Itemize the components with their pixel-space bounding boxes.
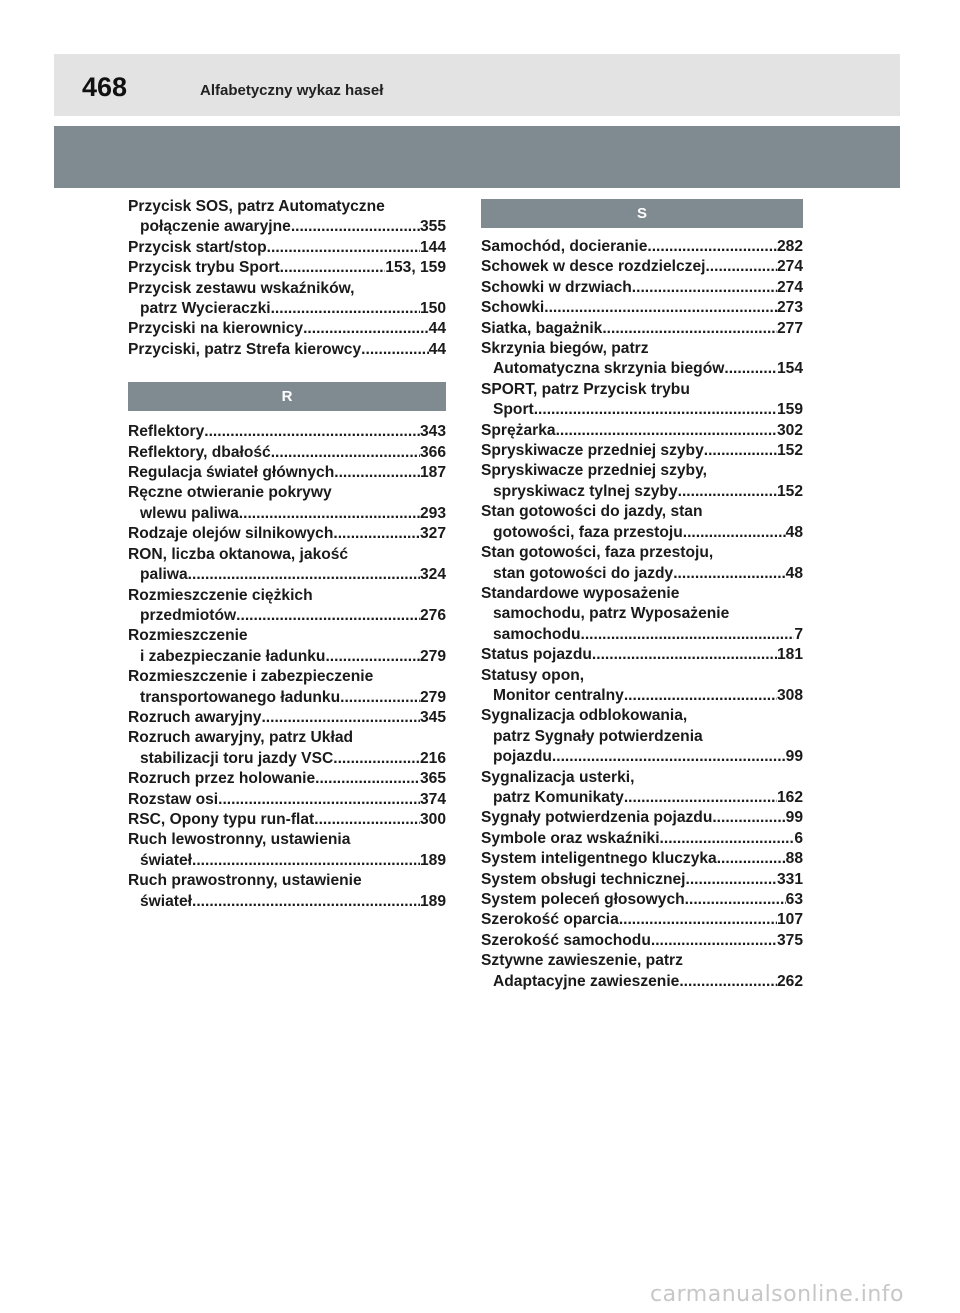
dot-leader: [333, 524, 420, 544]
entry-list-r: [128, 422, 446, 912]
index-entry-text: Sygnały potwierdzenia pojazdu: [481, 809, 713, 827]
index-entry-text: świateł: [140, 851, 193, 869]
dot-leader: [660, 829, 795, 849]
section-header-r: R: [128, 382, 446, 411]
page-reference: 152: [776, 482, 803, 500]
index-entry-text: Sport: [493, 401, 534, 419]
index-entry-text: połączenie awaryjne: [140, 218, 291, 236]
index-entry-text: Rozruch awaryjny, patrz Układ: [128, 729, 354, 747]
index-entry-text: Ruch lewostronny, ustawienia: [128, 831, 351, 849]
page-reference: 99: [785, 809, 803, 827]
index-entry-text: RON, liczba oktanowa, jakość: [128, 545, 349, 563]
dot-leader: [303, 319, 429, 339]
index-entry-text: Ruch prawostronny, ustawienie: [128, 872, 362, 890]
index-entry-text: SPORT, patrz Przycisk trybu: [481, 380, 690, 398]
index-entry-text: Schowki w drzwiach: [481, 278, 632, 296]
index-entry: [128, 279, 446, 320]
index-entry-line: [128, 749, 446, 769]
index-entry: [128, 545, 446, 586]
page-reference: 276: [419, 606, 446, 624]
index-entry-line: [481, 523, 803, 543]
page-reference: 144: [419, 238, 446, 256]
index-entry-line: [481, 564, 803, 584]
index-entry-line: [128, 258, 446, 278]
page-reference: 302: [776, 421, 803, 439]
index-entry-text: gotowości, faza przestoju: [493, 523, 683, 541]
index-entry-line: [128, 830, 446, 850]
page-reference: 324: [419, 566, 446, 584]
index-entry-line: [481, 931, 803, 951]
index-entry: [128, 463, 446, 483]
index-entry-line: [481, 747, 803, 767]
index-entry: [481, 441, 803, 461]
dot-leader: [239, 504, 420, 524]
page-reference: 187: [419, 464, 446, 482]
index-entry: [481, 584, 803, 645]
page-reference: 189: [419, 851, 446, 869]
dot-leader: [314, 810, 420, 830]
index-entry: [481, 461, 803, 502]
index-entry: [128, 830, 446, 871]
index-entry-line: [481, 441, 803, 461]
dot-leader: [280, 258, 386, 278]
page-reference: 48: [785, 564, 803, 582]
dot-leader: [632, 278, 777, 298]
dot-leader: [685, 890, 786, 910]
index-entry: [128, 319, 446, 339]
dot-leader: [261, 708, 420, 728]
index-entry-line: [481, 951, 803, 971]
page-reference: 345: [419, 708, 446, 726]
page-reference: 308: [776, 686, 803, 704]
dot-leader: [651, 931, 777, 951]
page-reference: 159: [776, 401, 803, 419]
index-entry-text: Statusy opon,: [481, 666, 585, 684]
index-entry-text: Stan gotowości, faza przestoju,: [481, 544, 714, 562]
index-entry: [128, 483, 446, 524]
index-entry-text: System inteligentnego kluczyka: [481, 850, 717, 868]
index-column-left: [128, 197, 446, 912]
index-entry-line: [481, 870, 803, 890]
index-entry-line: [128, 769, 446, 789]
index-entry-text: Spryskiwacze przedniej szyby: [481, 442, 704, 460]
index-entry-line: [128, 892, 446, 912]
index-entry-text: Schowki: [481, 299, 545, 317]
dot-leader: [325, 647, 420, 667]
page-reference: 355: [419, 218, 446, 236]
index-entry-text: Przycisk zestawu wskaźników,: [128, 279, 355, 297]
index-entry-line: [128, 606, 446, 626]
index-entry-line: [128, 463, 446, 483]
page-reference: 327: [419, 525, 446, 543]
index-entry-line: [128, 708, 446, 728]
index-entry: [481, 319, 803, 339]
dot-leader: [724, 359, 777, 379]
index-entry-text: i zabezpieczanie ładunku: [140, 647, 326, 665]
index-entry-text: patrz Sygnały potwierdzenia: [493, 727, 703, 745]
index-entry-line: [481, 604, 803, 624]
index-entry-text: stan gotowości do jazdy: [493, 564, 674, 582]
section-header-s: S: [481, 199, 803, 228]
page-reference: 6: [794, 829, 803, 847]
index-entry-text: Rozmieszczenie ciężkich: [128, 586, 313, 604]
index-entry-line: [481, 584, 803, 604]
index-entry-line: [128, 483, 446, 503]
dot-leader: [686, 870, 777, 890]
page-reference: 44: [428, 320, 446, 338]
index-entry-text: Sygnalizacja usterki,: [481, 768, 635, 786]
index-entry-text: Ręczne otwieranie pokrywy: [128, 484, 332, 502]
index-entry-line: [128, 851, 446, 871]
index-entry-text: spryskiwacz tylnej szyby: [493, 482, 678, 500]
index-entry-line: [481, 788, 803, 808]
dot-leader: [192, 892, 420, 912]
index-entry-line: [128, 443, 446, 463]
index-entry-text: RSC, Opony typu run-flat: [128, 810, 315, 828]
header-bar: [54, 54, 900, 116]
dot-leader: [218, 790, 420, 810]
index-entry-line: [128, 319, 446, 339]
index-entry: [128, 238, 446, 258]
dot-leader: [361, 340, 428, 360]
index-entry-line: [128, 217, 446, 237]
index-entry-text: System poleceń głosowych: [481, 891, 685, 908]
dot-leader: [334, 463, 420, 483]
index-entry-text: Rozmieszczenie i zabezpieczenie: [128, 668, 374, 686]
page-reference: 44: [428, 340, 446, 358]
index-entry-line: [481, 257, 803, 277]
page-reference: 365: [419, 770, 446, 788]
index-entry-text: samochodu, patrz Wyposażenie: [493, 605, 730, 623]
index-entry-text: Automatyczna skrzynia biegów: [493, 360, 725, 378]
page-reference: 374: [419, 790, 446, 808]
dot-leader: [624, 788, 777, 808]
index-entry-line: [481, 768, 803, 788]
index-entry: [481, 645, 803, 665]
index-entry: [481, 666, 803, 707]
page-reference: 331: [776, 870, 803, 888]
dot-leader: [271, 299, 420, 319]
index-entry: [128, 708, 446, 728]
index-entry-line: [481, 502, 803, 522]
index-entry-text: Rozstaw osi: [128, 790, 219, 808]
index-entry: [128, 524, 446, 544]
index-entry-text: Rozmieszczenie: [128, 627, 248, 645]
index-entry-line: [481, 380, 803, 400]
index-entry-text: przedmiotów: [140, 606, 237, 624]
index-entry-line: [128, 565, 446, 585]
index-entry-line: [128, 667, 446, 687]
page-reference: 279: [419, 688, 446, 706]
index-entry-text: transportowanego ładunku: [140, 688, 341, 706]
index-entry: [481, 543, 803, 584]
index-entry: [128, 258, 446, 278]
page-number: 468: [82, 72, 128, 102]
index-entry-text: Schowek w desce rozdzielczej: [481, 258, 706, 276]
entry-list-top: [128, 197, 446, 360]
page-reference: 277: [776, 319, 803, 337]
page-reference: 154: [776, 360, 803, 378]
index-entry: [481, 890, 803, 910]
index-entry-text: Symbole oraz wskaźniki: [481, 829, 660, 847]
index-column-right: [481, 199, 803, 992]
index-entry-line: [481, 421, 803, 441]
index-entry-line: [481, 666, 803, 686]
index-entry-line: [481, 339, 803, 359]
entry-list-s: [481, 237, 803, 992]
index-entry: [481, 808, 803, 828]
dot-leader: [647, 237, 777, 257]
index-entry-line: [481, 829, 803, 849]
dot-leader: [192, 851, 420, 871]
decorative-band: [54, 126, 900, 188]
index-entry-line: [128, 524, 446, 544]
index-entry-text: Przycisk trybu Sport: [128, 259, 280, 277]
dot-leader: [271, 443, 420, 463]
dot-leader: [534, 400, 777, 420]
index-entry: [128, 197, 446, 238]
index-entry-text: Adaptacyjne zawieszenie: [493, 972, 680, 990]
index-entry-text: Przyciski, patrz Strefa kierowcy: [128, 340, 362, 358]
page-reference: 152: [776, 442, 803, 460]
index-entry-line: [128, 810, 446, 830]
dot-leader: [340, 688, 420, 708]
dot-leader: [717, 849, 786, 869]
index-entry-text: Status pojazdu: [481, 646, 592, 664]
index-entry: [128, 790, 446, 810]
index-entry-line: [128, 299, 446, 319]
dot-leader: [673, 564, 785, 584]
index-entry-line: [481, 319, 803, 339]
index-entry: [481, 257, 803, 277]
dot-leader: [315, 769, 420, 789]
dot-leader: [188, 565, 420, 585]
dot-leader: [619, 910, 777, 930]
index-entry: [481, 339, 803, 380]
dot-leader: [683, 523, 786, 543]
index-entry-line: [481, 890, 803, 910]
index-entry-text: Przyciski na kierownicy: [128, 320, 304, 338]
dot-leader: [712, 808, 785, 828]
index-entry-line: [481, 461, 803, 481]
index-entry-line: [481, 400, 803, 420]
dot-leader: [333, 749, 420, 769]
index-entry-line: [481, 278, 803, 298]
page-reference: 274: [776, 258, 803, 276]
index-entry-text: Siatka, bagażnik: [481, 319, 603, 337]
page-reference: 88: [785, 850, 803, 868]
index-entry: [481, 768, 803, 809]
index-entry-line: [481, 543, 803, 563]
dot-leader: [236, 606, 420, 626]
index-entry-text: paliwa: [140, 566, 188, 584]
index-entry: [128, 340, 446, 360]
index-entry-line: [128, 545, 446, 565]
dot-leader: [291, 217, 420, 237]
dot-leader: [679, 972, 777, 992]
page-reference: 107: [776, 911, 803, 929]
index-entry: [481, 829, 803, 849]
index-entry-text: wlewu paliwa: [140, 504, 239, 522]
index-entry-line: [128, 238, 446, 258]
dot-leader: [581, 625, 795, 645]
index-entry-text: Sztywne zawieszenie, patrz: [481, 952, 683, 970]
index-entry-text: świateł: [140, 892, 193, 910]
index-entry-text: samochodu: [493, 625, 581, 643]
index-entry: [128, 728, 446, 769]
index-entry-line: [481, 482, 803, 502]
page-reference: 343: [419, 423, 446, 441]
index-entry: [481, 237, 803, 257]
index-entry-line: [481, 910, 803, 930]
index-entry-text: Standardowe wyposażenie: [481, 584, 680, 602]
index-entry: [128, 769, 446, 789]
index-entry: [481, 931, 803, 951]
index-entry-line: [128, 647, 446, 667]
index-entry: [128, 810, 446, 830]
dot-leader: [678, 482, 777, 502]
index-entry-line: [481, 849, 803, 869]
index-entry-text: pojazdu: [493, 748, 552, 766]
page-reference: 375: [776, 931, 803, 949]
index-entry: [128, 626, 446, 667]
index-entry: [128, 586, 446, 627]
page-reference: 150: [419, 300, 446, 318]
page-reference: 153, 159: [385, 259, 446, 277]
page-reference: 274: [776, 278, 803, 296]
index-entry-line: [128, 728, 446, 748]
index-entry: [481, 706, 803, 767]
index-entry-line: [481, 237, 803, 257]
page-reference: 181: [776, 646, 803, 664]
index-entry-line: [481, 359, 803, 379]
index-entry-text: System obsługi technicznej: [481, 870, 686, 888]
index-entry-line: [481, 972, 803, 992]
page-title: Alfabetyczny wykaz haseł: [200, 82, 384, 99]
page-reference: 63: [785, 891, 803, 908]
page-reference: 48: [785, 523, 803, 541]
page-reference: 162: [776, 788, 803, 806]
index-entry-text: Samochód, docieranie: [481, 238, 648, 255]
dot-leader: [705, 257, 777, 277]
page-reference: 300: [419, 810, 446, 828]
index-entry-text: Monitor centralny: [493, 686, 624, 704]
page-reference: 262: [776, 972, 803, 990]
index-entry: [481, 849, 803, 869]
dot-leader: [544, 298, 777, 318]
index-entry-text: Reflektory: [128, 423, 205, 441]
page-reference: 293: [419, 504, 446, 522]
index-entry: [481, 870, 803, 890]
dot-leader: [592, 645, 777, 665]
index-entry: [481, 278, 803, 298]
index-entry-line: [481, 727, 803, 747]
index-entry: [128, 667, 446, 708]
page-reference: 366: [419, 443, 446, 461]
index-entry-line: [481, 645, 803, 665]
index-entry-text: Sprężarka: [481, 421, 556, 439]
index-entry: [481, 298, 803, 318]
index-entry-line: [481, 706, 803, 726]
index-entry-line: [128, 790, 446, 810]
dot-leader: [267, 238, 420, 258]
index-entry-line: [128, 340, 446, 360]
index-entry-text: Przycisk start/stop: [128, 238, 267, 256]
watermark-text: carmanualsonline.info: [650, 1282, 904, 1307]
index-entry-line: [128, 422, 446, 442]
dot-leader: [624, 686, 777, 706]
page-reference: 282: [776, 238, 803, 255]
index-entry-text: Rozruch awaryjny: [128, 708, 262, 726]
page-reference: 216: [419, 749, 446, 767]
index-entry-text: patrz Wycieraczki: [140, 300, 271, 318]
index-entry: [128, 422, 446, 442]
index-entry-text: Skrzynia biegów, patrz: [481, 340, 649, 358]
index-entry-text: Rodzaje olejów silnikowych: [128, 525, 334, 543]
page-reference: 99: [785, 748, 803, 766]
index-entry-line: [481, 298, 803, 318]
index-entry-text: Regulacja świateł głównych: [128, 464, 335, 482]
index-entry-line: [128, 504, 446, 524]
index-entry-text: patrz Komunikaty: [493, 788, 624, 806]
dot-leader: [556, 421, 777, 441]
index-entry-text: Szerokość oparcia: [481, 911, 619, 929]
index-entry-text: Sygnalizacja odblokowania,: [481, 707, 688, 725]
index-entry: [481, 421, 803, 441]
index-entry-line: [128, 197, 446, 217]
index-entry: [481, 502, 803, 543]
dot-leader: [704, 441, 777, 461]
page-reference: 189: [419, 892, 446, 910]
index-entry-text: Przycisk SOS, patrz Automatyczne: [128, 198, 385, 215]
index-entry: [481, 951, 803, 992]
index-entry-line: [128, 626, 446, 646]
dot-leader: [552, 747, 786, 767]
index-entry-line: [481, 808, 803, 828]
index-entry-line: [128, 688, 446, 708]
page-reference: 7: [794, 625, 803, 643]
index-entry-text: Spryskiwacze przedniej szyby,: [481, 462, 707, 480]
index-entry: [128, 871, 446, 912]
index-entry-line: [128, 586, 446, 606]
index-entry-line: [128, 279, 446, 299]
dot-leader: [204, 422, 420, 442]
index-entry: [481, 380, 803, 421]
dot-leader: [602, 319, 777, 339]
index-entry-text: Stan gotowości do jazdy, stan: [481, 503, 703, 521]
index-entry: [481, 910, 803, 930]
page-reference: 279: [419, 647, 446, 665]
index-entry-line: [481, 686, 803, 706]
index-entry-text: Szerokość samochodu: [481, 931, 651, 949]
page-reference: 273: [776, 299, 803, 317]
index-entry-text: Rozruch przez holowanie: [128, 770, 316, 788]
index-entry-line: [481, 625, 803, 645]
index-entry-line: [128, 871, 446, 891]
index-entry: [128, 443, 446, 463]
index-entry-text: Reflektory, dbałość: [128, 443, 271, 461]
index-entry-text: stabilizacji toru jazdy VSC: [140, 749, 334, 767]
